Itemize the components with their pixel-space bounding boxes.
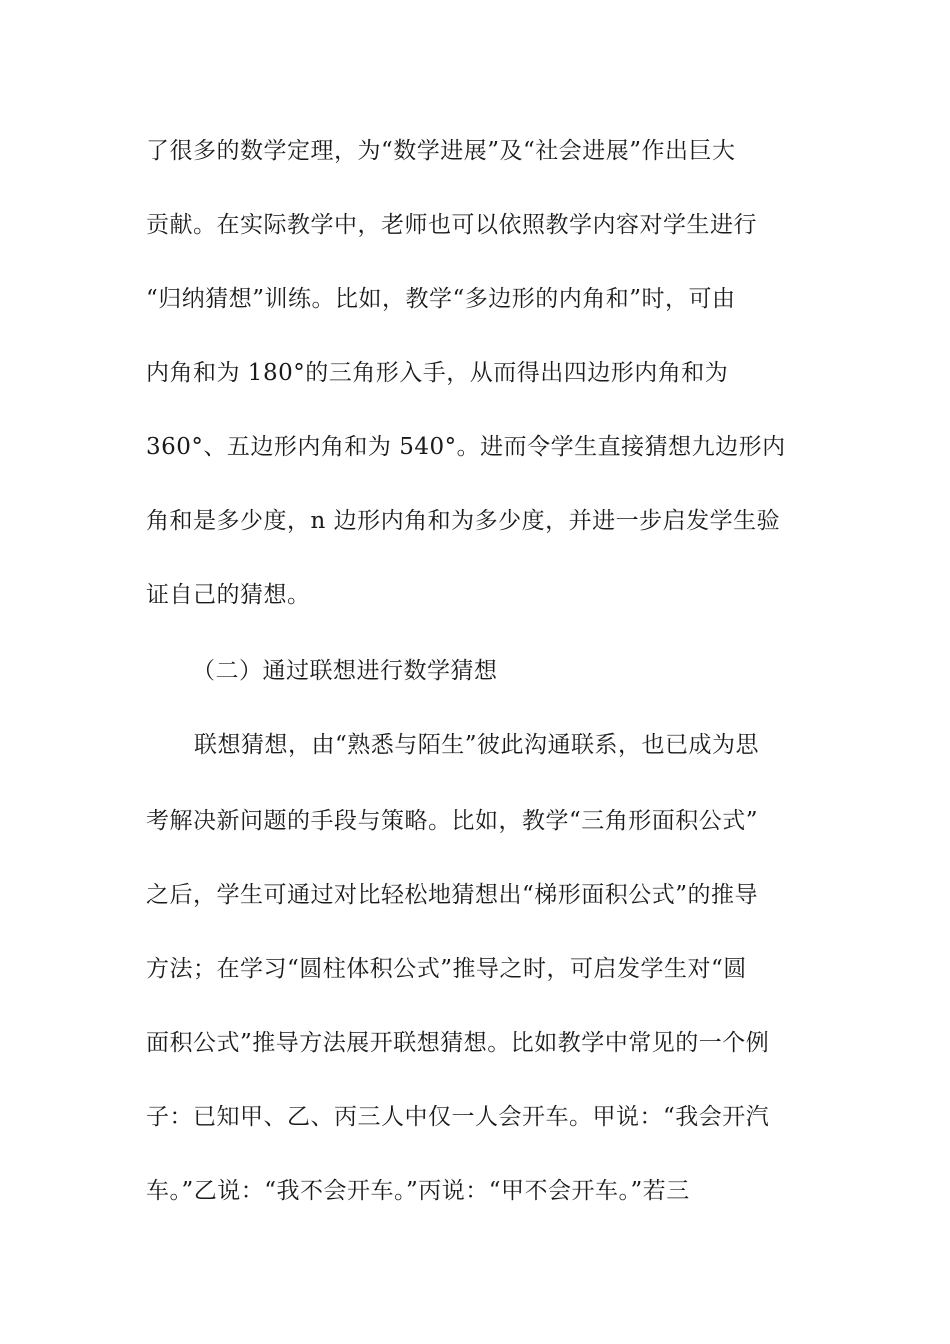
- paragraph-line: 车。”乙说：“我不会开车。”丙说：“甲不会开车。”若三: [146, 1178, 690, 1204]
- paragraph-line: 证自己的猜想。: [146, 582, 311, 608]
- paragraph-line: 角和是多少度，n 边形内角和为多少度，并进一步启发学生验: [146, 508, 781, 534]
- paragraph-line: 子：已知甲、乙、丙三人中仅一人会开车。甲说：“我会开汽: [146, 1104, 770, 1130]
- paragraph-line: 联想猜想，由“熟悉与陌生”彼此沟通联系，也已成为思: [194, 732, 760, 758]
- paragraph-line: 之后，学生可通过对比轻松地猜想出“梯形面积公式”的推导: [146, 882, 759, 908]
- paragraph-line: 考解决新问题的手段与策略。比如，教学“三角形面积公式”: [146, 808, 759, 834]
- paragraph-line: 内角和为 180°的三角形入手，从而得出四边形内角和为: [146, 360, 729, 386]
- paragraph-line: “归纳猜想”训练。比如，教学“多边形的内角和”时，可由: [146, 286, 736, 312]
- paragraph-line: 360°、五边形内角和为 540°。进而令学生直接猜想九边形内: [146, 434, 786, 460]
- paragraph-line: 方法；在学习“圆柱体积公式”推导之时，可启发学生对“圆: [146, 956, 747, 982]
- paragraph-line: 贡献。在实际教学中，老师也可以依照教学内容对学生进行: [146, 212, 757, 238]
- paragraph-line: 面积公式”推导方法展开联想猜想。比如教学中常见的一个例: [146, 1030, 770, 1056]
- section-heading: （二）通过联想进行数学猜想: [192, 658, 498, 684]
- paragraph-line: 了很多的数学定理，为“数学进展”及“社会进展”作出巨大: [146, 138, 736, 164]
